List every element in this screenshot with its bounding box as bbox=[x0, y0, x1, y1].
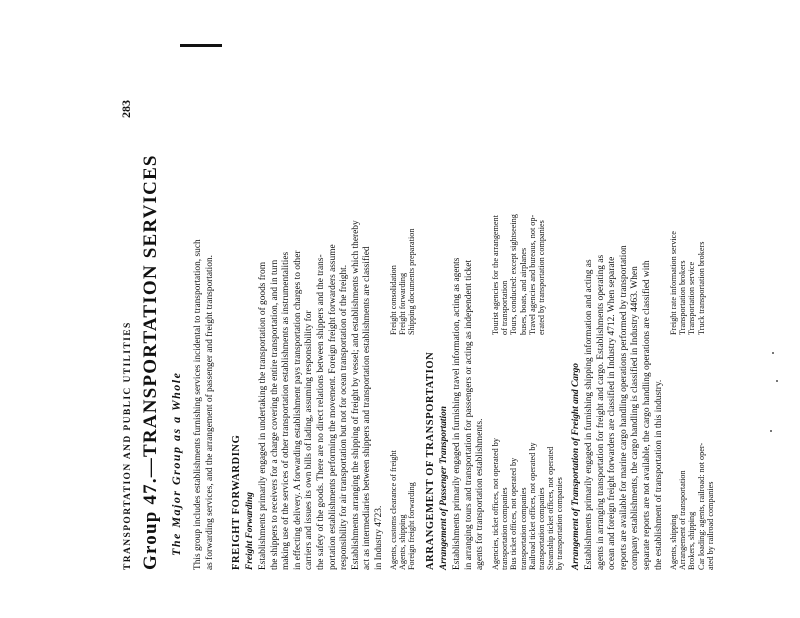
index-item: by transportation companies bbox=[555, 477, 565, 570]
index-column-right bbox=[491, 214, 546, 335]
index-item: erated by transportation companies bbox=[537, 220, 547, 335]
index-item: Steamship ticket offices, not operated bbox=[546, 446, 556, 570]
page-number: 283 bbox=[119, 100, 133, 118]
description-line: in arranging tours and transportation for passengers or acting as independent ticket bbox=[463, 259, 474, 570]
major-group-title: Group 47.—TRANSPORTATION SERVICES bbox=[140, 154, 161, 570]
rotated-document-page bbox=[119, 100, 733, 570]
description-line: in Industry 4723. bbox=[373, 505, 384, 570]
index-item: Agents, customs clearance of freight bbox=[389, 450, 398, 570]
description-line: Establishments primarily engaged in undertaking the transportation of goods from bbox=[258, 261, 268, 570]
description-line: Establishments arranging the shipping of freight by vessel; and establishments which thereby bbox=[350, 220, 361, 570]
description-line: responsibility for air transportation but not for ocean transportation of the freight. bbox=[339, 264, 350, 570]
index-item: buses, boats, and airplanes bbox=[518, 247, 528, 335]
scan-speck bbox=[776, 380, 778, 382]
index-item: transportation companies bbox=[518, 487, 528, 570]
index-column-right bbox=[669, 231, 706, 335]
index-item: Tourist agencies for the arrangement bbox=[491, 215, 500, 335]
description-line: in effecting delivery. A forwarding establishment pays transportation charges to other bbox=[292, 250, 303, 570]
index-item: Agents, shipping bbox=[669, 514, 678, 570]
scan-artifact-mark bbox=[180, 44, 222, 47]
index-item: Agents, shipping bbox=[398, 514, 408, 570]
index-column-left bbox=[491, 438, 565, 570]
index-item: transportation companies bbox=[500, 487, 510, 570]
index-item: Freight consolidation bbox=[389, 265, 398, 335]
index-item: Freight rate information service bbox=[669, 231, 678, 335]
description-line: the safety of the goods. There are no direct relations between shippers and the trans- bbox=[315, 254, 326, 570]
description-line: carriers and issues its own bills of lading, assuming responsibility for bbox=[304, 310, 315, 570]
intro-line: This group includes establishments furnishing services incidental to transportation, such bbox=[193, 239, 203, 570]
description-line: agents for transportation establishments. bbox=[475, 418, 486, 570]
index-item: Agencies, ticket offices, not operated by bbox=[491, 438, 500, 570]
description-line: the shippers to receivers for a charge covering the entire transportation, and in turn bbox=[269, 259, 280, 570]
index-item: Railroad ticket offices, not operated by bbox=[527, 442, 537, 570]
description-line: Establishments primarily engaged in furnishing travel information, acting as agents bbox=[452, 257, 462, 570]
index-item: Transportation service bbox=[687, 261, 697, 335]
running-title: TRANSPORTATION AND PUBLIC UTILITIES bbox=[123, 321, 133, 570]
freight-cargo-index-items bbox=[669, 100, 717, 570]
freight-cargo-description bbox=[584, 100, 665, 570]
description-line: act as intermediaries between shippers and transportation establishments are classified bbox=[362, 246, 373, 570]
description-line: portation establishments performing the movement. Foreign freight forwarders assume bbox=[327, 244, 338, 570]
description-line: Establishments primarily engaged in furnishing shipping information and acting as bbox=[584, 259, 594, 570]
index-item: Transportation brokers bbox=[678, 260, 688, 335]
index-item: transportation companies bbox=[537, 487, 547, 570]
intro-paragraph bbox=[193, 100, 216, 570]
index-item: Tours, conducted: except sightseeing bbox=[509, 214, 519, 335]
description-line: separate reports are not available, the cargo handling operations are classified with bbox=[641, 260, 652, 570]
scan-speck bbox=[772, 352, 774, 354]
industry-title-passenger: Arrangement of Passenger Transportation bbox=[439, 406, 449, 570]
index-item: Car loading: agents, railroad: not oper- bbox=[696, 442, 706, 570]
index-item: ated by railroad companies bbox=[705, 481, 715, 570]
scan-speck bbox=[770, 430, 772, 432]
freight-forwarding-description bbox=[258, 100, 386, 570]
intro-line: as forwarding services, and the arrangement of passenger and freight transportation. bbox=[204, 255, 215, 570]
industry-title-freight-cargo: Arrangement of Transportation of Freight and Cargo bbox=[571, 363, 581, 570]
index-item: Travel agencies and bureaus, not op- bbox=[527, 214, 537, 335]
major-group-subtitle: The Major Group as a Whole bbox=[169, 371, 183, 556]
passenger-description bbox=[452, 100, 487, 570]
index-column-left bbox=[669, 443, 715, 570]
index-item: Foreign freight forwarding bbox=[407, 482, 417, 570]
description-line: reports are available for marine cargo handling operations performed by transportation bbox=[618, 245, 629, 570]
index-item: Bus ticket offices, not operated by bbox=[509, 457, 519, 570]
description-line: company establishments, the cargo handling is classified in Industry 4463. When bbox=[630, 266, 641, 570]
index-item: Shipping documents preparation bbox=[407, 228, 417, 335]
index-item: Freight forwarding bbox=[398, 272, 408, 335]
index-item: of transportation bbox=[500, 280, 510, 335]
section-heading-freight-forwarding: FREIGHT FORWARDING bbox=[231, 434, 242, 570]
section-heading-arrangement: ARRANGEMENT OF TRANSPORTATION bbox=[425, 351, 436, 570]
index-column-left bbox=[389, 450, 417, 570]
running-header bbox=[119, 100, 137, 570]
description-line: the establishment of transportation in this industry. bbox=[653, 379, 664, 570]
index-item: Arrangement of transportation bbox=[678, 470, 688, 570]
freight-forwarding-index-items bbox=[389, 100, 419, 570]
index-item: Brokers, shipping bbox=[687, 511, 697, 570]
industry-title-freight-forwarding: Freight Forwarding bbox=[245, 492, 255, 570]
index-item: Truck transportation brokers bbox=[696, 241, 706, 335]
description-line: making use of the services of other transportation establishments as instrumentalities bbox=[281, 251, 292, 570]
passenger-index-items bbox=[491, 100, 567, 570]
description-line: agents in arranging transportation for freight and cargo. Establishments operating as bbox=[595, 254, 606, 570]
description-line: ocean and foreign freight forwarders are classified in Industry 4712. When separate bbox=[607, 256, 618, 570]
index-column-right bbox=[389, 229, 417, 335]
